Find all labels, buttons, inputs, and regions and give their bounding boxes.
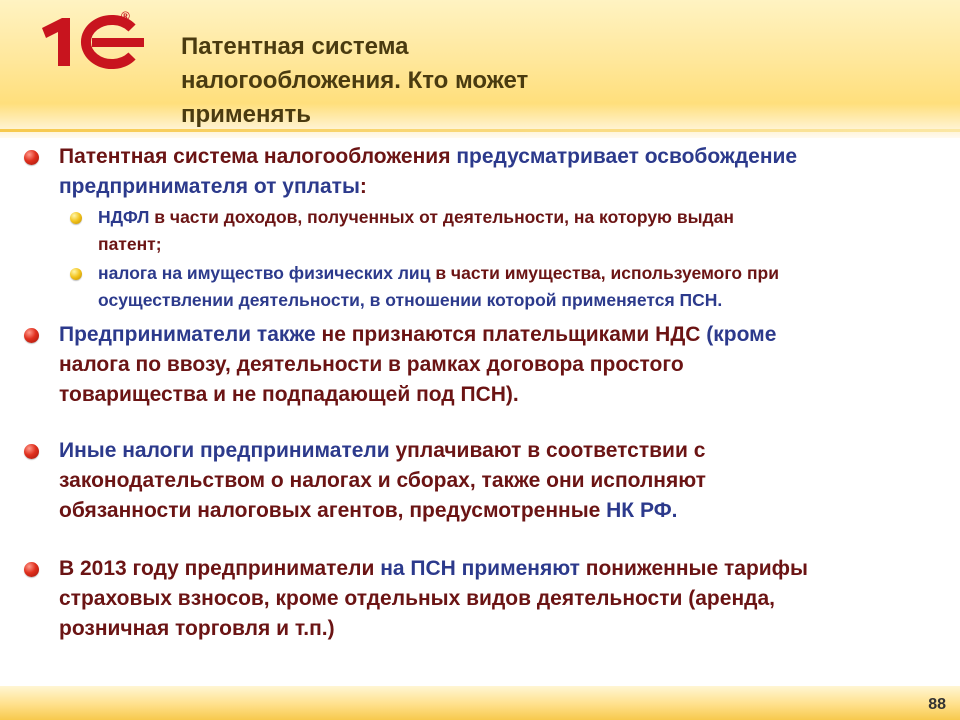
header-divider <box>0 129 960 132</box>
bullet-text <box>59 554 808 644</box>
text-line <box>59 466 706 496</box>
text-line <box>59 496 706 526</box>
title-line: Патентная система <box>181 33 409 60</box>
text-line <box>59 554 808 584</box>
text-segment: патент; <box>98 234 162 254</box>
red-bullet-icon <box>24 150 39 165</box>
text-segment: предпринимателя от уплаты <box>59 175 360 198</box>
text-line <box>59 436 706 466</box>
text-segment: розничная торговля и т.п.) <box>59 617 335 640</box>
text-segment: законодательством о налогах и сборах, также они исполняют <box>59 469 706 492</box>
bullet-text <box>98 204 734 258</box>
bullet-text <box>59 142 797 202</box>
text-segment: осуществлении деятельности, в отношении которой применяется ПСН. <box>98 290 723 310</box>
red-bullet-icon <box>24 444 39 459</box>
red-bullet-icon <box>24 328 39 343</box>
text-segment: не признаются плательщиками НДС <box>321 323 701 346</box>
text-segment: пониженные тарифы <box>585 557 808 580</box>
red-bullet-icon <box>24 562 39 577</box>
text-segment: предусматривает освобождение <box>456 145 798 168</box>
text-line <box>59 380 776 410</box>
text-line <box>98 231 734 258</box>
text-line <box>59 584 808 614</box>
text-line <box>98 260 779 287</box>
text-segment: товарищества и не подпадающей под ПСН). <box>59 383 519 406</box>
title-line: налогообложения. Кто может <box>181 67 529 94</box>
text-segment: уплачивают в соответствии с <box>395 439 706 462</box>
text-segment: в части доходов, полученных от деятельности, на которую выдан <box>154 207 734 227</box>
text-segment: налога на имущество физических лиц <box>98 263 436 283</box>
text-line <box>59 320 776 350</box>
yellow-bullet-icon <box>70 268 82 280</box>
text-segment: Иные налоги предприниматели <box>59 439 396 462</box>
yellow-bullet-icon <box>70 212 82 224</box>
page-number: 88 <box>928 696 946 713</box>
registered-mark: ® <box>121 9 130 23</box>
slide-header <box>0 0 960 138</box>
text-segment: страховых взносов, кроме отдельных видов деятельности (аренда, <box>59 587 775 610</box>
text-segment: : <box>359 175 367 198</box>
title-line: применять <box>181 101 312 128</box>
text-segment: (кроме <box>700 323 777 346</box>
text-segment: обязанности налоговых агентов, предусмотренные <box>59 499 607 522</box>
1c-logo <box>36 14 148 70</box>
text-line <box>59 614 808 644</box>
text-segment: в части имущества, используемого при <box>435 263 779 283</box>
text-segment: Патентная система налогообложения <box>59 145 457 168</box>
text-line <box>98 204 734 231</box>
bullet-text <box>59 320 776 410</box>
text-line <box>59 142 797 172</box>
bullet-text <box>59 436 706 526</box>
bullet-text <box>98 260 779 314</box>
text-segment: НК РФ. <box>606 499 678 522</box>
text-line <box>98 287 779 314</box>
text-segment: на ПСН применяют <box>380 557 586 580</box>
text-segment: Предприниматели также <box>59 323 322 346</box>
text-line <box>59 172 797 202</box>
text-line <box>59 350 776 380</box>
slide-footer <box>0 686 960 720</box>
text-segment: В 2013 году предприниматели <box>59 557 381 580</box>
slide-title <box>181 30 741 132</box>
text-segment: налога по ввозу, деятельности в рамках договора простого <box>59 353 684 376</box>
text-segment: НДФЛ <box>98 207 155 227</box>
